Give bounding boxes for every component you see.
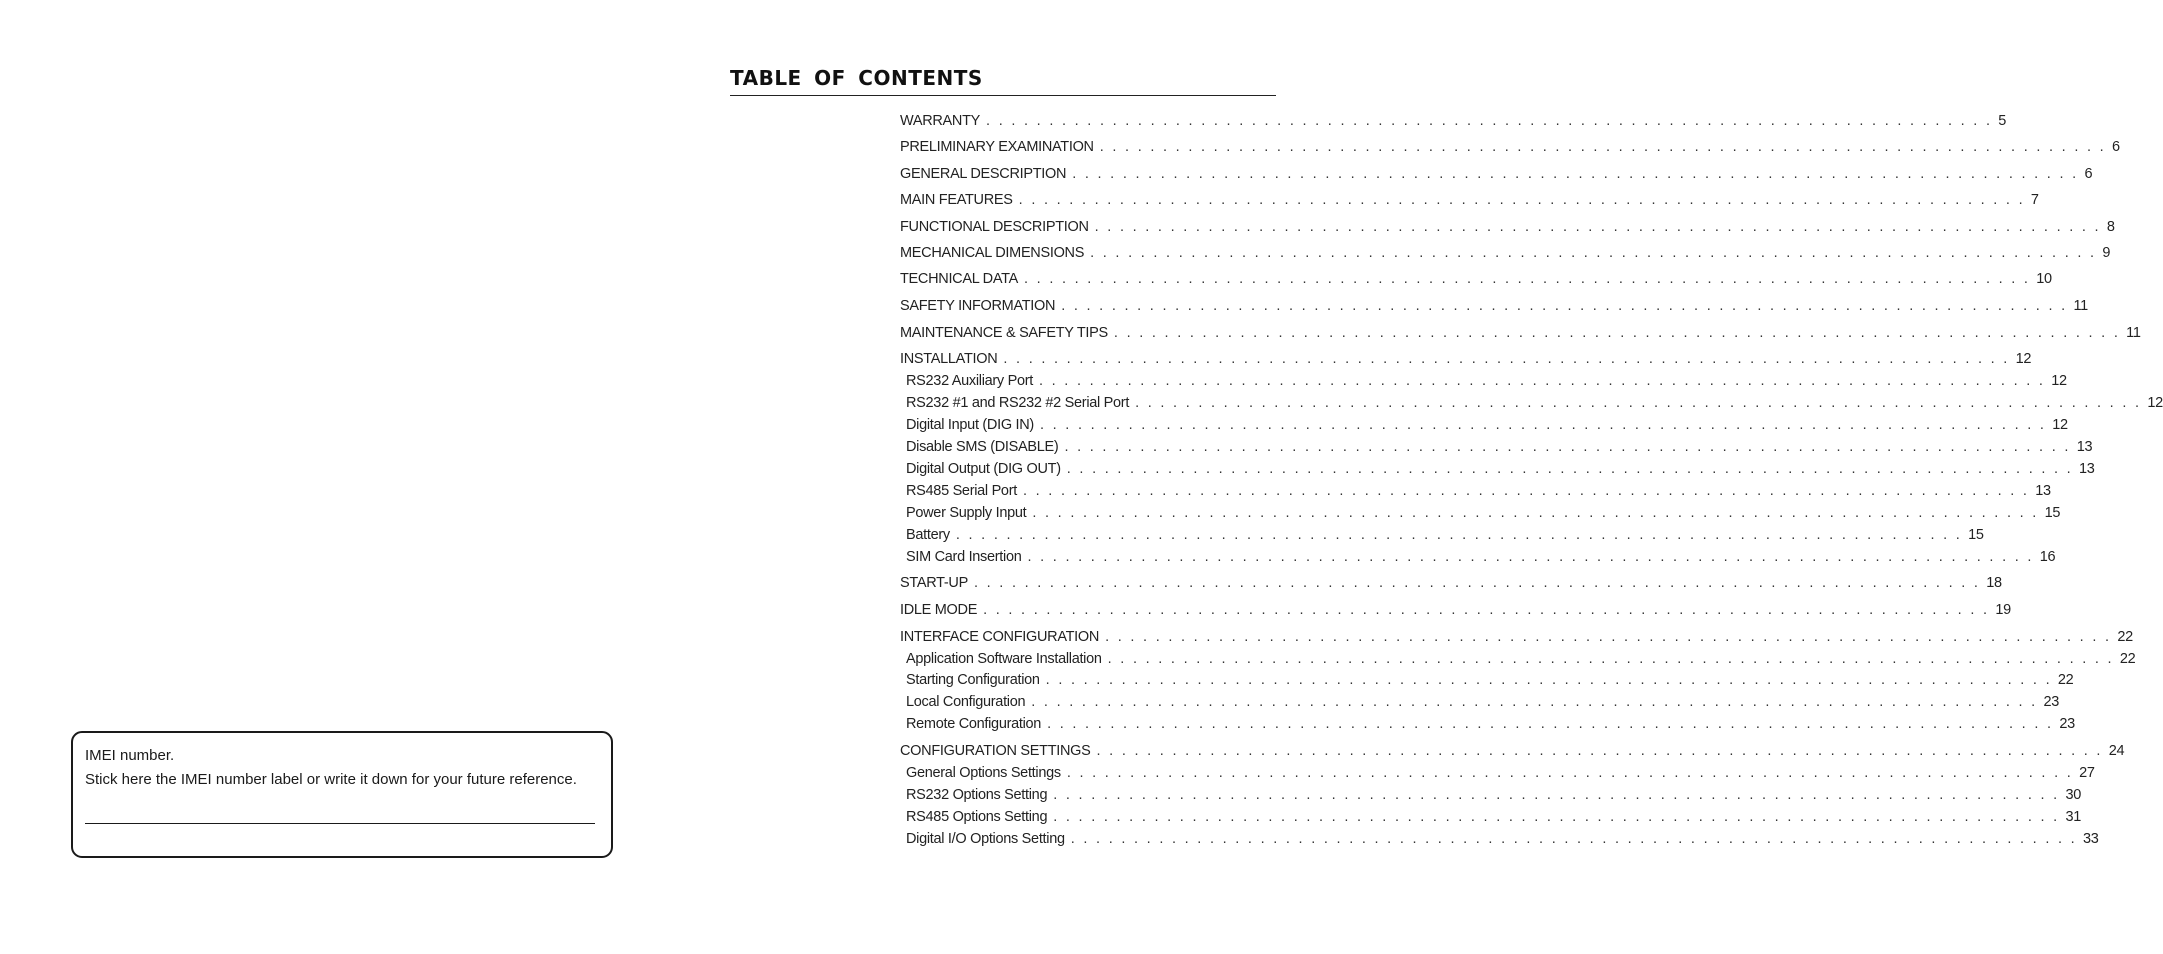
toc-dot-leader: . . . . . . . . . . . . . . . . . . . . . . . . . . . . . . . . . . . . . . . . . . . . . . . . . . . . . . . . . . . . . . . . . . . . . . . . . . . . . . . .	[1045, 672, 2052, 688]
toc-entry-page: 11	[2073, 298, 2088, 314]
toc-dot-leader: . . . . . . . . . . . . . . . . . . . . . . . . . . . . . . . . . . . . . . . . . . . . . . . . . . . . . . . . . . . . . . . . . . . . . . . . . . . . . . . .	[1053, 787, 2060, 803]
toc-entry	[900, 166, 2093, 186]
toc-entry-page: 22	[2117, 629, 2133, 645]
toc-entry	[900, 113, 2007, 133]
toc-entry	[906, 417, 2068, 437]
toc-entry-page: 23	[2059, 716, 2075, 732]
toc-dot-leader: . . . . . . . . . . . . . . . . . . . . . . . . . . . . . . . . . . . . . . . . . . . . . . . . . . . . . . . . . . . . . . . . . . . . . . . . . . . . . . . .	[1094, 219, 2101, 235]
toc-entry	[906, 787, 2081, 807]
toc-dot-leader: . . . . . . . . . . . . . . . . . . . . . . . . . . . . . . . . . . . . . . . . . . . . . . . . . . . . . . . . . . . . . . . . . . . . . . . . . . . . . . . .	[1072, 166, 2079, 182]
toc-dot-leader: . . . . . . . . . . . . . . . . . . . . . . . . . . . . . . . . . . . . . . . . . . . . . . . . . . . . . . . . . . . . . . . . . . . . . . . . . . . . . . . .	[986, 113, 1993, 129]
toc-entry	[906, 439, 2093, 459]
toc-entry	[900, 192, 2039, 212]
toc-dot-leader: . . . . . . . . . . . . . . . . . . . . . . . . . . . . . . . . . . . . . . . . . . . . . . . . . . . . . . . . . . . . . . . . . . . . . . . . . . . . . . . .	[1107, 651, 2114, 667]
toc-entry-page: 8	[2106, 219, 2115, 235]
toc-entry-page: 23	[2043, 694, 2060, 710]
toc-dot-leader: . . . . . . . . . . . . . . . . . . . . . . . . . . . . . . . . . . . . . . . . . . . . . . . . . . . . . . . . . . . . . . . . . . . . . . . . . . . . . . . .	[1099, 139, 2106, 155]
toc-entry-label: TECHNICAL DATA	[900, 271, 1018, 287]
toc-entry	[906, 373, 2067, 393]
toc-entry-page: 12	[2052, 417, 2068, 433]
toc-title-rule	[730, 95, 1276, 96]
toc-entry	[900, 575, 2002, 595]
toc-entry	[906, 395, 2163, 415]
toc-entry-page: 6	[2111, 139, 2120, 155]
toc-dot-leader: . . . . . . . . . . . . . . . . . . . . . . . . . . . . . . . . . . . . . . . . . . . . . . . . . . . . . . . . . . . . . . . . . . . . . . . . . . . . . . . .	[1018, 192, 2025, 208]
toc-entry-page: 12	[2147, 395, 2163, 411]
toc-entry-page: 22	[2057, 672, 2074, 688]
toc-entry-label: RS232 Auxiliary Port	[906, 373, 1033, 389]
toc-entry-label: Digital Input (DIG IN)	[906, 417, 1034, 433]
toc-entry-label: SAFETY INFORMATION	[900, 298, 1056, 314]
toc-dot-leader: . . . . . . . . . . . . . . . . . . . . . . . . . . . . . . . . . . . . . . . . . . . . . . . . . . . . . . . . . . . . . . . . . . . . . . . . . . . . . . . .	[1039, 417, 2047, 433]
toc-entry	[906, 527, 1984, 547]
toc-entry	[900, 245, 2111, 265]
toc-dot-leader: . . . . . . . . . . . . . . . . . . . . . . . . . . . . . . . . . . . . . . . . . . . . . . . . . . . . . . . . . . . . . . . . . . . . . . . . . . . . . . . .	[1066, 765, 2074, 781]
imei-box	[71, 731, 613, 858]
toc-entry-page: 11	[2126, 325, 2141, 341]
toc-entry	[906, 809, 2081, 829]
toc-dot-leader: . . . . . . . . . . . . . . . . . . . . . . . . . . . . . . . . . . . . . . . . . . . . . . . . . . . . . . . . . . . . . . . . . . . . . . . . . . . . . . . .	[1105, 629, 2112, 645]
toc-dot-leader: . . . . . . . . . . . . . . . . . . . . . . . . . . . . . . . . . . . . . . . . . . . . . . . . . . . . . . . . . . . . . . . . . . . . . . . . . . . . . . . .	[1027, 549, 2034, 565]
toc-entry	[900, 602, 2011, 622]
toc-entry-label: START-UP	[900, 575, 968, 591]
toc-entry-page: 30	[2065, 787, 2081, 803]
toc-entry-page: 18	[1986, 575, 2002, 591]
toc-dot-leader: . . . . . . . . . . . . . . . . . . . . . . . . . . . . . . . . . . . . . . . . . . . . . . . . . . . . . . . . . . . . . . . . . . . . . . . . . . . . . . . .	[1031, 694, 2038, 710]
imei-write-line	[85, 823, 595, 824]
toc-dot-leader: . . . . . . . . . . . . . . . . . . . . . . . . . . . . . . . . . . . . . . . . . . . . . . . . . . . . . . . . . . . . . . . . . . . . . . . . . . . . . . . .	[1113, 325, 2121, 341]
toc-entry-label: Application Software Installation	[906, 651, 1102, 667]
toc-entry-label: FUNCTIONAL DESCRIPTION	[900, 219, 1089, 235]
toc-dot-leader: . . . . . . . . . . . . . . . . . . . . . . . . . . . . . . . . . . . . . . . . . . . . . . . . . . . . . . . . . . . . . . . . . . . . . . . . . . . . . . . .	[973, 575, 1981, 591]
toc-entry-page: 6	[2084, 166, 2093, 182]
toc-entry-page: 13	[2076, 439, 2093, 455]
toc-dot-leader: . . . . . . . . . . . . . . . . . . . . . . . . . . . . . . . . . . . . . . . . . . . . . . . . . . . . . . . . . . . . . . . . . . . . . . . . . . . . . . . .	[1135, 395, 2142, 411]
toc-dot-leader: . . . . . . . . . . . . . . . . . . . . . . . . . . . . . . . . . . . . . . . . . . . . . . . . . . . . . . . . . . . . . . . . . . . . . . . . . . . . . . . .	[1090, 245, 2097, 261]
toc-entry-label: MAINTENANCE & SAFETY TIPS	[900, 325, 1108, 341]
toc-entry-label: MAIN FEATURES	[900, 192, 1013, 208]
toc-entry	[900, 139, 2120, 159]
toc-dot-leader: . . . . . . . . . . . . . . . . . . . . . . . . . . . . . . . . . . . . . . . . . . . . . . . . . . . . . . . . . . . . . . . . . . . . . . . . . . . . . . . .	[1061, 298, 2068, 314]
toc-entry	[906, 505, 2061, 525]
toc-entry-label: Battery	[906, 527, 950, 543]
toc-entry	[900, 325, 2141, 345]
toc-dot-leader: . . . . . . . . . . . . . . . . . . . . . . . . . . . . . . . . . . . . . . . . . . . . . . . . . . . . . . . . . . . . . . . . . . . . . . . . . . . . . . . .	[1032, 505, 2039, 521]
toc-title: TABLE OF CONTENTS	[730, 66, 983, 90]
toc-entry-label: RS485 Options Setting	[906, 809, 1048, 825]
toc-entry-page: 9	[2102, 245, 2111, 261]
toc-entry	[906, 831, 2099, 851]
toc-entry-page: 33	[2082, 831, 2099, 847]
toc-entry-page: 10	[2036, 271, 2052, 287]
toc-entry-page: 12	[2015, 351, 2032, 367]
toc-entry-page: 27	[2079, 765, 2095, 781]
toc-entry-label: Starting Configuration	[906, 672, 1040, 688]
toc-entry-label: PRELIMINARY EXAMINATION	[900, 139, 1094, 155]
toc-entry-page: 12	[2051, 373, 2067, 389]
toc-entry-label: INSTALLATION	[900, 351, 998, 367]
toc-entry-page: 15	[1968, 527, 1984, 543]
toc-entry-label: INTERFACE CONFIGURATION	[900, 629, 1100, 645]
toc-dot-leader: . . . . . . . . . . . . . . . . . . . . . . . . . . . . . . . . . . . . . . . . . . . . . . . . . . . . . . . . . . . . . . . . . . . . . . . . . . . . . . . .	[1053, 809, 2060, 825]
toc-entry-label: Disable SMS (DISABLE)	[906, 439, 1059, 455]
toc-entry-label: SIM Card Insertion	[906, 549, 1022, 565]
toc-dot-leader: . . . . . . . . . . . . . . . . . . . . . . . . . . . . . . . . . . . . . . . . . . . . . . . . . . . . . . . . . . . . . . . . . . . . . . . . . . . . . . . .	[955, 527, 1963, 543]
toc-entry-label: RS232 #1 and RS232 #2 Serial Port	[906, 395, 1130, 411]
toc-entry-page: 15	[2044, 505, 2061, 521]
toc-entry-page: 7	[2030, 192, 2039, 208]
toc-entry-label: Remote Configuration	[906, 716, 1042, 732]
toc-entry	[900, 351, 2032, 371]
toc-entry-label: IDLE MODE	[900, 602, 978, 618]
toc-entry-page: 5	[1998, 113, 2007, 129]
toc-entry	[900, 629, 2133, 649]
toc-entry-page: 22	[2119, 651, 2136, 667]
toc-entry-page: 16	[2039, 549, 2056, 565]
toc-entry	[906, 672, 2074, 692]
toc-entry	[906, 483, 2051, 503]
toc-entry-label: Power Supply Input	[906, 505, 1027, 521]
toc-entry-page: 19	[1995, 602, 2011, 618]
toc-entry-page: 13	[2079, 461, 2095, 477]
toc-entry	[900, 298, 2088, 318]
toc-entry-label: WARRANTY	[900, 113, 981, 129]
toc-dot-leader: . . . . . . . . . . . . . . . . . . . . . . . . . . . . . . . . . . . . . . . . . . . . . . . . . . . . . . . . . . . . . . . . . . . . . . . . . . . . . . . .	[1096, 743, 2103, 759]
toc-entry	[906, 765, 2095, 785]
toc-entry-label: CONFIGURATION SETTINGS	[900, 743, 1091, 759]
toc-entry-label: GENERAL DESCRIPTION	[900, 166, 1067, 182]
toc-entry	[906, 461, 2095, 481]
toc-dot-leader: . . . . . . . . . . . . . . . . . . . . . . . . . . . . . . . . . . . . . . . . . . . . . . . . . . . . . . . . . . . . . . . . . . . . . . . . . . . . . . . .	[1024, 271, 2031, 287]
toc-dot-leader: . . . . . . . . . . . . . . . . . . . . . . . . . . . . . . . . . . . . . . . . . . . . . . . . . . . . . . . . . . . . . . . . . . . . . . . . . . . . . . . .	[1066, 461, 2073, 477]
imei-instruction: Stick here the IMEI number label or write it down for your future reference.	[85, 771, 577, 788]
toc-entry-label: Local Configuration	[906, 694, 1026, 710]
toc-dot-leader: . . . . . . . . . . . . . . . . . . . . . . . . . . . . . . . . . . . . . . . . . . . . . . . . . . . . . . . . . . . . . . . . . . . . . . . . . . . . . . . .	[1003, 351, 2010, 367]
toc-entry	[906, 694, 2060, 714]
toc-dot-leader: . . . . . . . . . . . . . . . . . . . . . . . . . . . . . . . . . . . . . . . . . . . . . . . . . . . . . . . . . . . . . . . . . . . . . . . . . . . . . . . .	[1064, 439, 2071, 455]
toc-entry	[900, 271, 2052, 291]
toc-entry	[906, 651, 2136, 671]
toc-entry-page: 31	[2065, 809, 2081, 825]
toc-entry-label: RS232 Options Setting	[906, 787, 1048, 803]
toc-entry-page: 24	[2108, 743, 2125, 759]
toc-dot-leader: . . . . . . . . . . . . . . . . . . . . . . . . . . . . . . . . . . . . . . . . . . . . . . . . . . . . . . . . . . . . . . . . . . . . . . . . . . . . . . . .	[1038, 373, 2046, 389]
toc-entry	[906, 549, 2056, 569]
toc-entry	[906, 716, 2075, 736]
toc-dot-leader: . . . . . . . . . . . . . . . . . . . . . . . . . . . . . . . . . . . . . . . . . . . . . . . . . . . . . . . . . . . . . . . . . . . . . . . . . . . . . . . .	[983, 602, 1990, 618]
toc-entry-label: Digital I/O Options Setting	[906, 831, 1065, 847]
toc-entry-label: General Options Settings	[906, 765, 1061, 781]
toc-entry	[900, 219, 2115, 239]
toc-entry	[900, 743, 2125, 763]
toc-entry-label: RS485 Serial Port	[906, 483, 1017, 499]
toc-entry-label: MECHANICAL DIMENSIONS	[900, 245, 1085, 261]
toc-dot-leader: . . . . . . . . . . . . . . . . . . . . . . . . . . . . . . . . . . . . . . . . . . . . . . . . . . . . . . . . . . . . . . . . . . . . . . . . . . . . . . . .	[1047, 716, 2054, 732]
toc-dot-leader: . . . . . . . . . . . . . . . . . . . . . . . . . . . . . . . . . . . . . . . . . . . . . . . . . . . . . . . . . . . . . . . . . . . . . . . . . . . . . . . .	[1070, 831, 2077, 847]
imei-title: IMEI number.	[85, 747, 175, 764]
toc-entry-page: 13	[2035, 483, 2051, 499]
toc-dot-leader: . . . . . . . . . . . . . . . . . . . . . . . . . . . . . . . . . . . . . . . . . . . . . . . . . . . . . . . . . . . . . . . . . . . . . . . . . . . . . . . .	[1022, 483, 2030, 499]
toc-entry-label: Digital Output (DIG OUT)	[906, 461, 1061, 477]
